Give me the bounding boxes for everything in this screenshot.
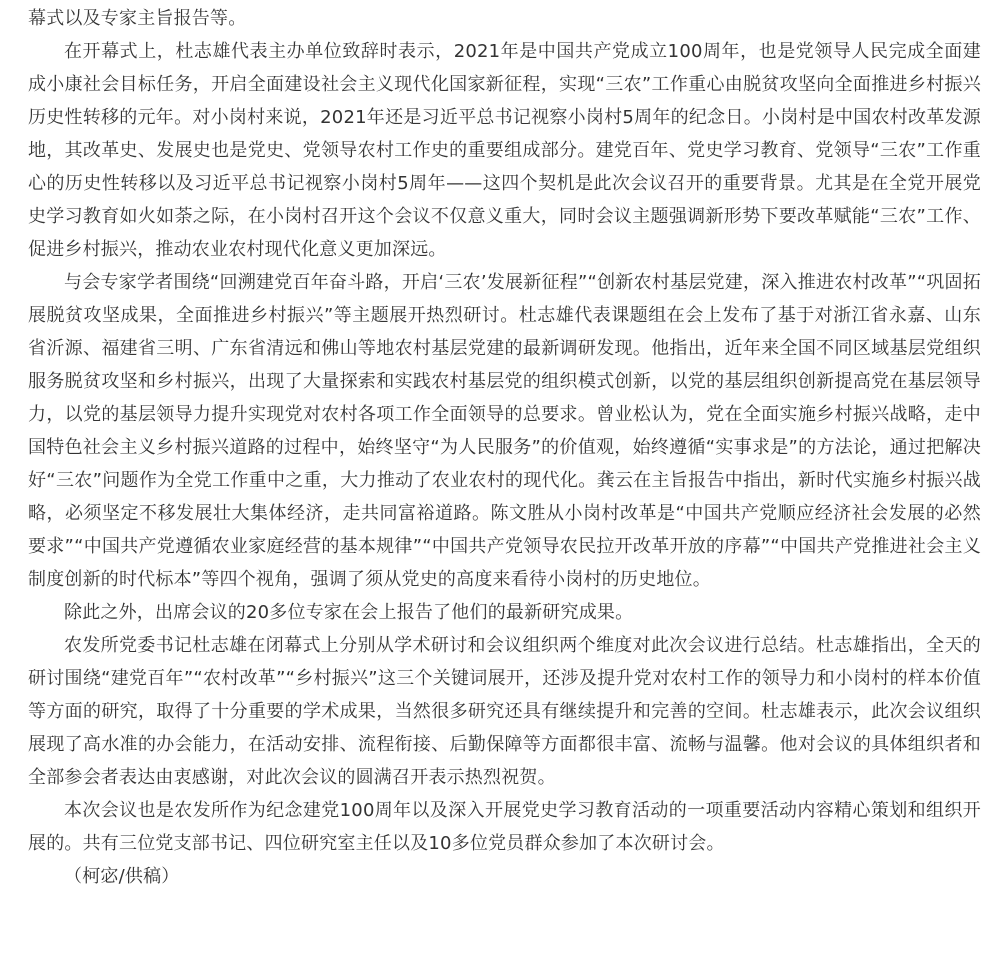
article-credit: （柯宓/供稿） — [64, 866, 180, 887]
paragraph-closing-summary: 农发所党委书记杜志雄在闭幕式上分别从学术研讨和会议组织两个维度对此次会议进行总结。杜志雄指出，全天的研讨围绕“建党百年”“农村改革”“乡村振兴”这三个关键词展开，还涉及提升党对农村工作的领导力和小岗村的样本价值等方面的研究，取得了十分重要的学术成果，当然很多研究还具有继续提升和完善的空间。杜志雄表示，此次会议组织展现了高水准的办会能力，在活动安排、流程衔接、后勤保障等方面都很丰富、流畅与温馨。他对会议的具体组织者和全部参会者表达由衷感谢，对此次会议的圆满召开表示热烈祝贺。 — [28, 635, 981, 788]
paragraph-other-reports: 除此之外，出席会议的20多位专家在会上报告了他们的最新研究成果。 — [64, 602, 634, 623]
paragraph-expert-discussion: 与会专家学者围绕“回溯建党百年奋斗路，开启‘三农’发展新征程”“创新农村基层党建，深入推进农村改革”“巩固拓展脱贫攻坚成果，全面推进乡村振兴”等主题展开热烈研讨。杜志雄代表课题组在会上发布了基于对浙江省永嘉、山东省沂源、福建省三明、广东省清远和佛山等地农村基层党建的最新调研发现。他指出，近年来全国不同区域基层党组织服务脱贫攻坚和乡村振兴，出现了大量探索和实践农村基层党的组织模式创新，以党的基层组织创新提高党在基层领导力，以党的基层领导力提升实现党对农村各项工作全面领导的总要求。曾业松认为，党在全面实施乡村振兴战略，走中国特色社会主义乡村振兴道路的过程中，始终坚守“为人民服务”的价值观，始终遵循“实事求是”的方法论，通过把解决好“三农”问题作为全党工作重中之重，大力推动了农业农村的现代化。龚云在主旨报告中指出，新时代实施乡村振兴战略，必须坚定不移发展壮大集体经济，走共同富裕道路。陈文胜从小岗村改革是“中国共产党顺应经济社会发展的必然要求”“中国共产党遵循农业家庭经营的基本规律”“中国共产党领导农民拉开改革开放的序幕”“中国共产党推进社会主义制度创新的时代标本”等四个视角，强调了须从党史的高度来看待小岗村的历史地位。 — [28, 272, 981, 590]
paragraph-continuation: 幕式以及专家主旨报告等。 — [28, 8, 247, 29]
paragraph-meeting-note: 本次会议也是农发所作为纪念建党100周年以及深入开展党史学习教育活动的一项重要活动内容精心策划和组织开展的。共有三位党支部书记、四位研究室主任以及10多位党员群众参加了本次研讨会。 — [28, 800, 981, 854]
paragraph-opening-remarks: 在开幕式上，杜志雄代表主办单位致辞时表示，2021年是中国共产党成立100周年，也是党领导人民完成全面建成小康社会目标任务，开启全面建设社会主义现代化国家新征程，实现“三农”工作重心由脱贫攻坚向全面推进乡村振兴历史性转移的元年。对小岗村来说，2021年还是习近平总书记视察小岗村5周年的纪念日。小岗村是中国农村改革发源地，其改革史、发展史也是党史、党领导农村工作史的重要组成部分。建党百年、党史学习教育、党领导“三农”工作重心的历史性转移以及习近平总书记视察小岗村5周年——这四个契机是此次会议召开的重要背景。尤其是在全党开展党史学习教育如火如荼之际，在小岗村召开这个会议不仅意义重大，同时会议主题强调新形势下要改革赋能“三农”工作、促进乡村振兴，推动农业农村现代化意义更加深远。 — [28, 41, 981, 260]
